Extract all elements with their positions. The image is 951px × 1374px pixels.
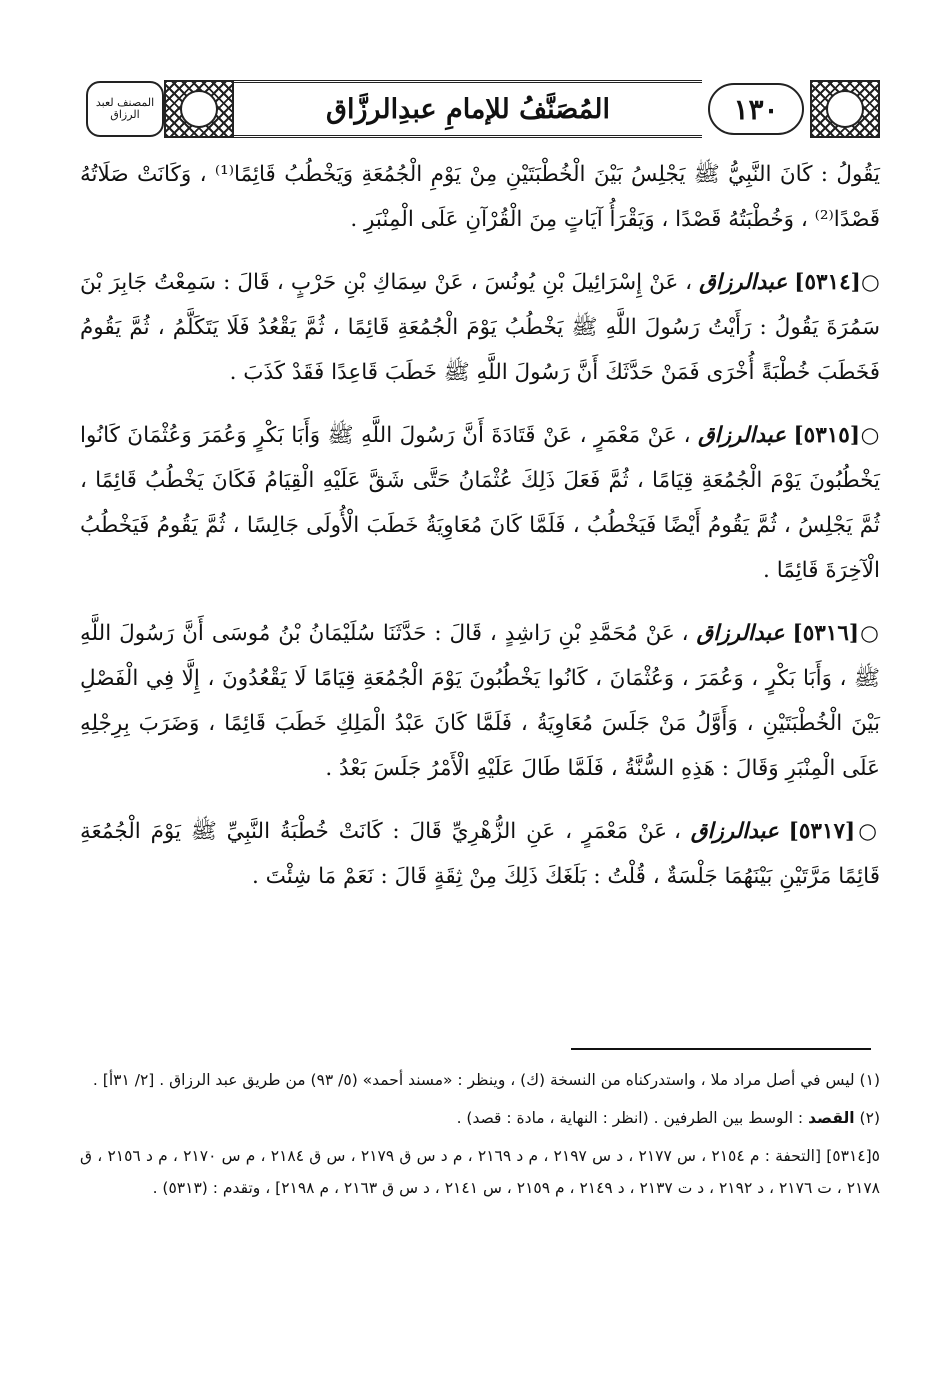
book-badge: [86, 81, 164, 137]
page-header: [80, 78, 880, 140]
ornament-right: [810, 80, 880, 138]
main-text: [80, 152, 880, 917]
hadith-text: ، عَنْ مُحَمَّدِ بْنِ رَاشِدٍ ، قَالَ : حَدَّثَنَا سُلَيْمَانُ بْنُ مُوسَى أَنَّ رَسُولَ اللَّهِ ﷺ ، وَأَبَا بَكْرٍ ، وَعُمَرَ ، وَعُثْمَانَ ، كَانُوا يَخْطُبُونَ يَوْمَ الْجُمُعَةِ قِيَامًا لَا يَقْعُدُونَ ، إِلَّا فِي الْفَصْلِ بَيْنَ الْخُطْبَتَيْنِ ، وَأَوَّلُ مَنْ جَلَسَ مُعَاوِيَةُ ، فَلَمَّا كَانَ عَبْدُ الْمَلِكِ خَطَبَ قَائِمًا ، وَضَرَبَ بِرِجْلِهِ عَلَى الْمِنْبَرِ وَقَالَ : هَذِهِ السُّنَّةُ ، فَلَمَّا طَالَ عَلَيْهِ الْأَمْرُ جَلَسَ بَعْدُ .: [80, 621, 880, 781]
ornament-medallion: [826, 90, 864, 128]
footnote-2-term: القصد: [808, 1109, 855, 1127]
ornament-medallion: [180, 90, 218, 128]
hadith-5314: [80, 260, 880, 395]
hadith-text: ، عَنْ إِسْرَائِيلَ بْنِ يُونُسَ ، عَنْ سِمَاكِ بْنِ حَرْبٍ ، قَالَ : سَمِعْتُ جَابِرَ بْنَ سَمُرَةَ يَقُولُ : رَأَيْتُ رَسُولَ اللَّهِ ﷺ يَخْطُبُ يَوْمَ الْجُمُعَةِ قَائِمًا ، ثُمَّ يَقْعُدُ فَلَا يَتَكَلَّمُ ، ثُمَّ يَقُومُ فَخَطَبَ خُطْبَةً أُخْرَى فَمَنْ حَدَّثَكَ أَنَّ رَسُولَ اللَّهِ ﷺ خَطَبَ قَاعِدًا فَقَدْ كَذَبَ .: [80, 270, 880, 385]
hadith-marker: ○[٥٣١٦]: [792, 621, 880, 646]
takhrij-note: ٥[٥٣١٤] [التحفة : م ٢١٥٤ ، س ٢١٧٧ ، د س ٢١٩٧ ، م د ٢١٦٩ ، م د س ق ٢١٧٩ ، س ق ٢١٨٤ ، م س ٢١٧٠ ، م د ٢١٥٦ ، ق ٢١٧٨ ، ت ٢١٧٦ ، د ٢١٩٢ ، د ت ٢١٣٧ ، د ٢١٤٩ ، م ٢١٥٩ ، س ٢١٤١ ، د س ق ٢١٦٣ ، م ٢١٩٨] ، وتقدم : (٥٣١٣) .: [80, 1147, 880, 1197]
footnote-2-text: : الوسط بين الطرفين . (انظر : النهاية ، مادة : قصد) .: [456, 1109, 804, 1127]
hadith-marker: ○[٥٣١٥]: [793, 423, 880, 448]
hadith-narrator: عبدالرزاق: [696, 621, 785, 646]
hadith-marker: ○[٥٣١٤]: [794, 270, 880, 295]
hadith-5316: [80, 611, 880, 791]
page-number-cartouche: [708, 83, 804, 135]
footnote-2: [80, 1102, 880, 1134]
hadith-text: ، عَنْ مَعْمَرٍ ، عَنْ قَتَادَةَ أَنَّ رَسُولَ اللَّهِ ﷺ وَأَبَا بَكْرٍ وَعُمَرَ وَعُثْمَانَ كَانُوا يَخْطُبُونَ يَوْمَ الْجُمُعَةِ قِيَامًا ، ثُمَّ فَعَلَ ذَلِكَ عُثْمَانُ حَتَّى شَقَّ عَلَيْهِ الْقِيَامُ فَكَانَ يَخْطُبُ قَائِمًا ، ثُمَّ يَجْلِسُ ، ثُمَّ يَقُومُ أَيْضًا فَيَخْطُبُ ، فَلَمَّا كَانَ مُعَاوِيَةُ خَطَبَ الْأُولَى جَالِسًا ، ثُمَّ يَقُومُ فَيَخْطُبُ الْآخِرَةَ قَائِمًا .: [80, 423, 880, 583]
hadith-number: ٥٣١٦: [802, 621, 849, 646]
intro-paragraph: يَقُولُ : كَانَ النَّبِيُّ ﷺ يَجْلِسُ بَيْنَ الْخُطْبَتَيْنِ مِنْ يَوْمِ الْجُمُعَةِ وَيَخْطُبُ قَائِمًا⁽¹⁾ ، وَكَانَتْ صَلَاتُهُ قَصْدًا⁽²⁾ ، وَخُطْبَتُهُ قَصْدًا ، وَيَقْرَأُ آيَاتٍ مِنَ الْقُرْآنِ عَلَى الْمِنْبَرِ .: [80, 162, 880, 232]
hadith-narrator: عبدالرزاق: [699, 270, 788, 295]
footnote-1: (١) ليس في أصل مراد ملا ، واستدركناه من النسخة (ك) ، وينظر : «مسند أحمد» (٥/ ٩٣) من طريق عبد الرزاق . [٢/ ٣١أ] .: [92, 1071, 880, 1089]
running-title: المُصَنَّفُ للإمامِ عبدِالرزَّاق: [326, 93, 610, 125]
page-number: ١٣٠: [733, 92, 779, 126]
hadith-number: ٥٣١٧: [798, 819, 846, 844]
footnote-2-number: (٢): [859, 1109, 880, 1127]
hadith-narrator: عبدالرزاق: [698, 423, 787, 448]
hadith-number: ٥٣١٤: [804, 270, 851, 295]
book-badge-text: المصنف لعبد الرزاق: [95, 96, 155, 121]
hadith-5315: [80, 413, 880, 593]
hadith-5317: [80, 809, 880, 899]
hadith-text: ، عَنْ مَعْمَرٍ ، عَنِ الزُّهْرِيِّ قَالَ : كَانَتْ خُطْبَةُ النَّبِيِّ ﷺ يَوْمَ الْجُمُعَةِ قَائِمًا مَرَّتَيْنِ بَيْنَهُمَا جَلْسَةٌ ، قُلْتُ : بَلَغَكَ ذَلِكَ مِنْ ثِقَةٍ قَالَ : نَعَمْ مَا شِئْتَ .: [80, 819, 880, 889]
title-band: [234, 80, 702, 138]
footnotes: [80, 1064, 880, 1210]
footnote-separator: [571, 1048, 871, 1050]
hadith-number: ٥٣١٥: [803, 423, 850, 448]
hadith-narrator: عبدالرزاق: [690, 819, 779, 844]
hadith-marker: ○[٥٣١٧]: [788, 819, 881, 844]
ornament-left: [164, 80, 234, 138]
